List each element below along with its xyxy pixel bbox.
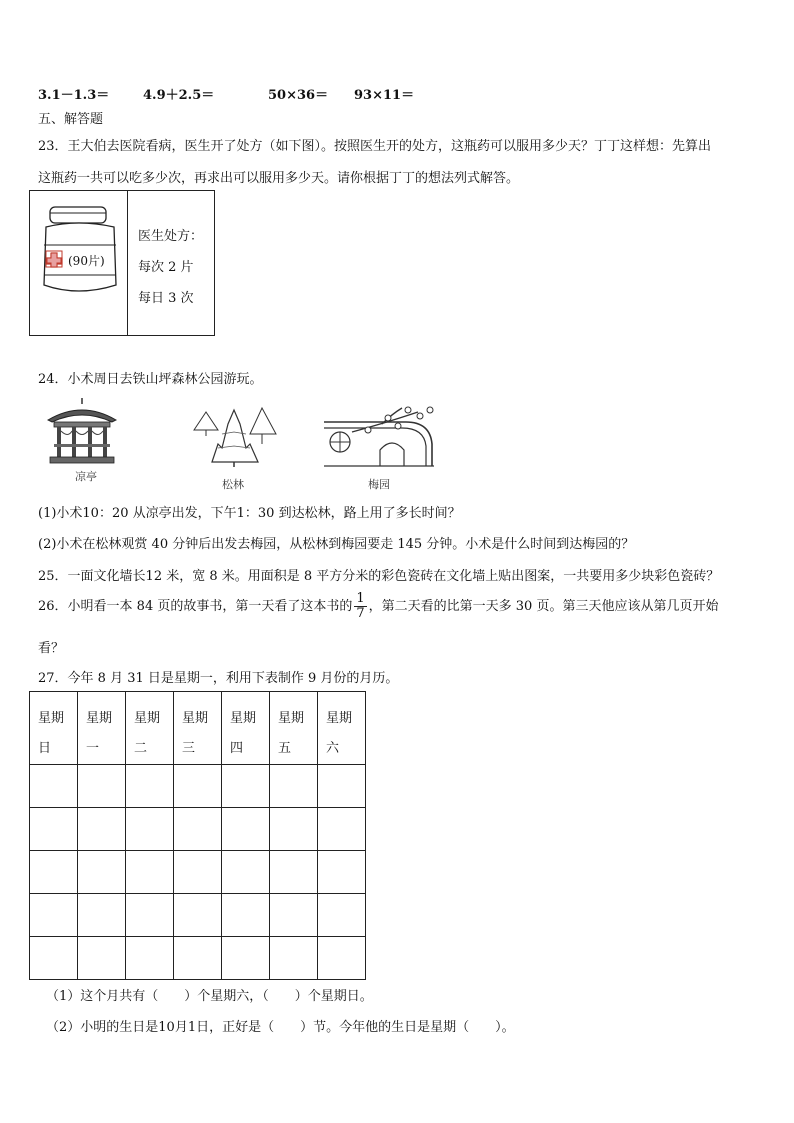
header-cell: 星期 一 [78,692,126,765]
calendar-cell[interactable] [318,937,366,980]
calendar-week-row [30,808,366,851]
fraction-denominator: 7 [356,606,365,621]
q25-text: 25．一面文化墙长12 米，宽 8 米。用面积是 8 平方分米的彩色瓷砖在文化墙上贴出图案，一共要用多少块彩色瓷砖？ [38,569,720,584]
q23-line2: 这瓶药一共可以吃多少次，再求出可以服用多少天。请你根据丁丁的想法列式解答。 [38,171,520,186]
calendar-cell[interactable] [30,765,78,808]
fraction-numerator: 1 [356,591,365,606]
header-cell: 星期 四 [222,692,270,765]
calendar-cell[interactable] [222,937,270,980]
header-cell: 星期 五 [270,692,318,765]
calendar-cell[interactable] [270,808,318,851]
q27-sub1: （1）这个月共有（ ）个星期六，（ ）个星期日。 [46,989,373,1004]
calendar-cell[interactable] [222,808,270,851]
q24-sub1: (1)小术10：20 从凉亭出发，下午1：30 到达松林，路上用了多长时间？ [38,506,461,521]
calendar-cell[interactable] [78,894,126,937]
calendar-cell[interactable] [174,894,222,937]
fraction [354,592,366,621]
calendar-cell[interactable] [78,937,126,980]
calendar-cell[interactable] [30,851,78,894]
pine-forest-icon [188,404,280,468]
calendar-cell[interactable] [222,851,270,894]
header-cell: 星期 二 [126,692,174,765]
calendar-cell[interactable] [78,851,126,894]
q26-before: 26．小明看一本 84 页的故事书，第一天看了这本书的 [38,599,353,614]
calendar-cell[interactable] [30,894,78,937]
calendar-cell[interactable] [270,894,318,937]
calendar-cell[interactable] [174,808,222,851]
calendar-cell[interactable] [126,765,174,808]
calendar-cell[interactable] [78,765,126,808]
caption-plum-garden: 梅园 [368,478,390,491]
calendar-cell[interactable] [30,937,78,980]
calendar-header-row [30,692,366,765]
q26-line2: 看？ [38,641,65,656]
calendar-cell[interactable] [318,765,366,808]
calendar-cell[interactable] [126,894,174,937]
calendar-week-row [30,851,366,894]
prescription-title: 医生处方： [138,229,204,244]
calendar-cell[interactable] [318,808,366,851]
q27-intro: 27．今年 8 月 31 日是星期一，利用下表制作 9 月份的月历。 [38,671,399,686]
prescription-figure [29,190,215,336]
prescription-frequency: 每日 3 次 [138,291,194,306]
calendar-cell[interactable] [222,894,270,937]
calc-item: 3.1－1.3＝ [38,88,110,103]
calendar-week-row [30,937,366,980]
q24-intro: 24．小术周日去铁山坪森林公园游玩。 [38,372,263,387]
calendar-cell[interactable] [222,765,270,808]
calendar-cell[interactable] [174,765,222,808]
q27-sub2: （2）小明的生日是10月1日，正好是（ ）节。今年他的生日是星期（ ）。 [46,1020,515,1035]
calendar-cell[interactable] [270,937,318,980]
header-cell: 星期 日 [30,692,78,765]
calendar-cell[interactable] [318,894,366,937]
bottle-label: (90片) [68,254,105,268]
section-title: 五、解答题 [38,112,104,127]
calendar-cell[interactable] [30,808,78,851]
figure-divider [127,191,128,335]
calendar-cell[interactable] [318,851,366,894]
header-cell: 星期 六 [318,692,366,765]
header-cell: 星期 三 [174,692,222,765]
calendar-cell[interactable] [174,851,222,894]
calendar-table [29,691,366,980]
calendar-cell[interactable] [270,765,318,808]
calendar-cell[interactable] [78,808,126,851]
calendar-cell[interactable] [126,808,174,851]
calc-item: 4.9＋2.5＝ [143,88,215,103]
calendar-week-row [30,894,366,937]
calendar-week-row [30,765,366,808]
pavilion-icon [46,398,118,466]
calc-item: 50×36＝ [268,88,329,103]
q26-line1 [38,590,718,624]
plum-garden-icon [322,404,436,468]
calendar-cell[interactable] [174,937,222,980]
caption-pavilion: 凉亭 [75,470,97,483]
q24-sub2: (2)小术在松林观赏 40 分钟后出发去梅园，从松林到梅园要走 145 分钟。小术是什么时间到达梅园的？ [38,537,635,552]
caption-pine-forest: 松林 [222,478,244,491]
prescription-dose: 每次 2 片 [138,260,194,275]
calendar-cell[interactable] [126,851,174,894]
calc-item: 93×11＝ [354,88,415,103]
calendar-cell[interactable] [270,851,318,894]
calendar-cell[interactable] [126,937,174,980]
q26-after: ，第二天看的比第一天多 30 页。第三天他应该从第几页开始 [368,599,719,614]
q23-line1: 23．王大伯去医院看病，医生开了处方（如下图）。按照医生开的处方，这瓶药可以服用多少天？丁丁这样想：先算出 [38,139,712,154]
